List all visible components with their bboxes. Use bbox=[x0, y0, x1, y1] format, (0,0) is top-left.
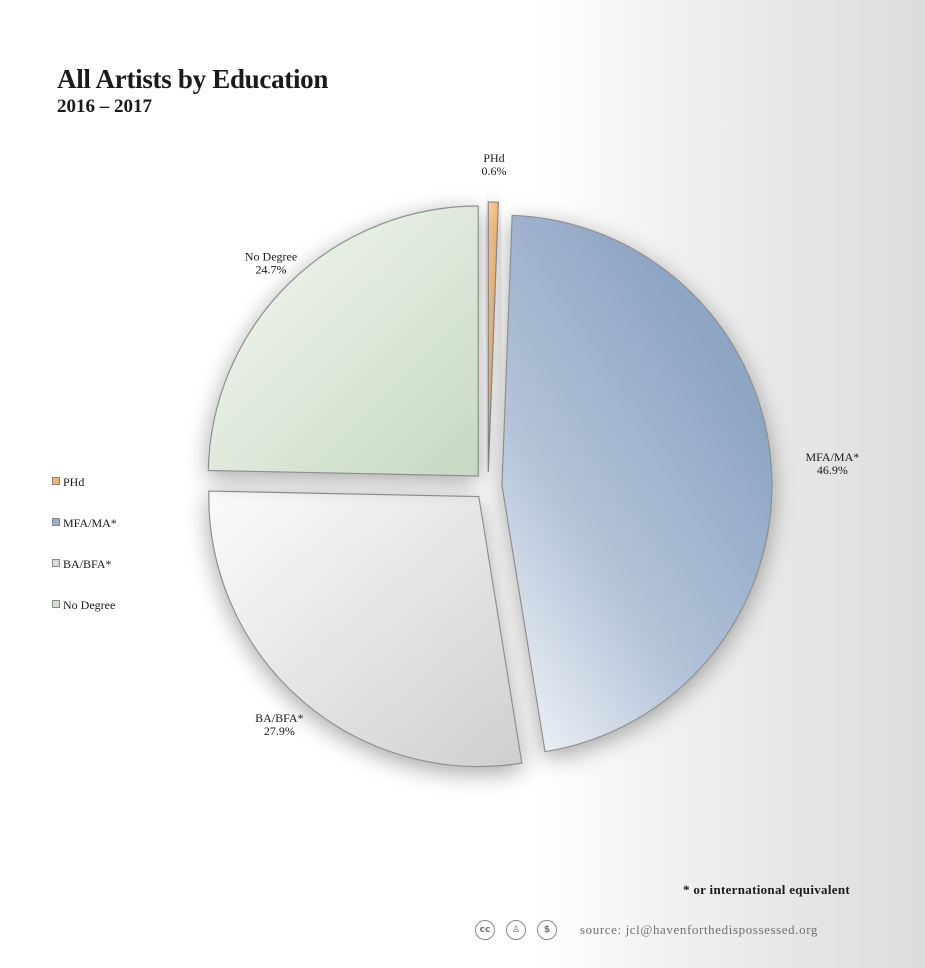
legend-item-no-degree bbox=[52, 585, 117, 626]
slice-value-phd: 0.6% bbox=[481, 164, 507, 179]
pie-slices bbox=[208, 202, 772, 767]
attribution-icon[interactable]: ♙ bbox=[506, 920, 526, 940]
chart-subtitle: 2016 – 2017 bbox=[57, 96, 152, 117]
chart-title: All Artists by Education bbox=[57, 64, 329, 94]
legend-label-mfa-ma: MFA/MA* bbox=[63, 516, 117, 530]
footnote: * or international equivalent bbox=[683, 882, 850, 897]
legend-swatch-ba-bfa bbox=[52, 559, 60, 567]
pie-slice-mfa-ma bbox=[502, 215, 772, 751]
legend-item-mfa-ma bbox=[52, 503, 117, 544]
legend bbox=[52, 462, 117, 626]
legend-item-ba-bfa bbox=[52, 544, 117, 585]
slice-label-no-degree: No Degree bbox=[244, 249, 298, 264]
legend-swatch-phd bbox=[52, 477, 60, 485]
legend-label-no-degree: No Degree bbox=[63, 598, 116, 612]
slice-label-ba-bfa: BA/BFA* bbox=[255, 711, 304, 726]
pie-slice-no-degree bbox=[208, 206, 478, 476]
footer bbox=[475, 920, 818, 940]
cc-icon[interactable]: cc bbox=[475, 920, 495, 940]
pie-slice-phd bbox=[488, 202, 498, 472]
slice-label-phd: PHd bbox=[483, 151, 505, 166]
legend-label-ba-bfa: BA/BFA* bbox=[63, 557, 112, 571]
slice-value-no-degree: 24.7% bbox=[255, 262, 287, 277]
legend-item-phd bbox=[52, 462, 117, 503]
legend-swatch-mfa-ma bbox=[52, 518, 60, 526]
legend-label-phd: PHd bbox=[63, 475, 85, 489]
noncommercial-icon[interactable]: $ bbox=[537, 920, 557, 940]
slice-value-mfa-ma: 46.9% bbox=[816, 462, 848, 477]
slice-value-ba-bfa: 27.9% bbox=[263, 724, 295, 739]
pie-slice-ba-bfa bbox=[209, 491, 522, 767]
source-link[interactable]: source: jcl@havenforthedispossessed.org bbox=[580, 922, 819, 937]
slice-label-mfa-ma: MFA/MA* bbox=[805, 449, 860, 464]
legend-swatch-no-degree bbox=[52, 600, 60, 608]
